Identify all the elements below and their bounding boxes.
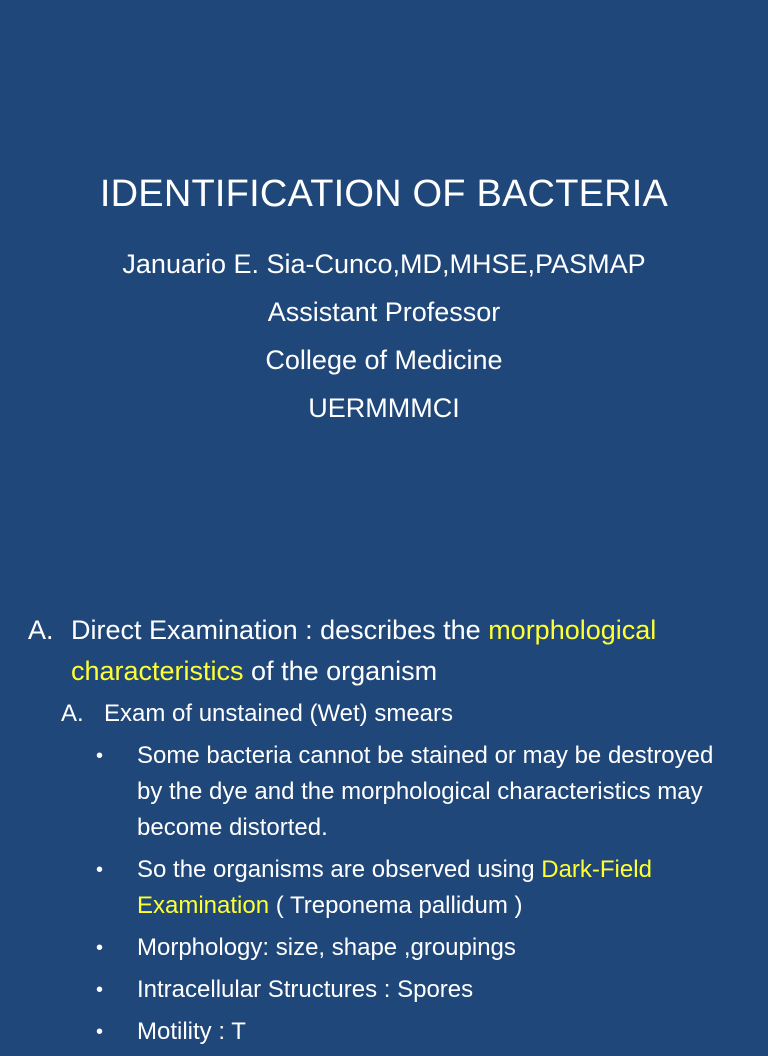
bullet-dot: • (96, 979, 104, 1001)
bullet-text: So the organisms are observed using (137, 856, 542, 883)
bullet-text: Morphology: size, shape ,groupings (137, 934, 516, 961)
section-heading-text (71, 610, 748, 692)
bullet-text: Intracellular Structures : Spores (137, 976, 474, 1003)
bullet-highlight: Dark-Field Examination (137, 856, 652, 919)
author-institution: UERMMMCI (308, 393, 460, 423)
content-slide (0, 576, 768, 1045)
bullet-list (94, 738, 734, 1056)
bullet-dot: • (96, 745, 104, 767)
section-heading-part1: Direct Examination : describes the (71, 615, 489, 645)
author-name: Januario E. Sia-Cunco,MD,MHSE,PASMAP (122, 249, 646, 279)
bullet-text: Some bacteria cannot be stained or may be destroyed by the dye and the morphological characteristics may become distorted. (137, 742, 714, 841)
section-heading-part2: of the organism (243, 656, 438, 686)
section-heading (28, 610, 748, 692)
bullet-text-post: ( Treponema pallidum ) (269, 892, 523, 919)
author-college: College of Medicine (265, 345, 503, 375)
bullet-dot: • (96, 1021, 104, 1043)
bullet-dot: • (96, 937, 104, 959)
list-item (94, 972, 734, 1008)
subsection-heading (61, 696, 741, 732)
author-position: Assistant Professor (267, 297, 501, 327)
section-marker: A. (28, 615, 54, 645)
subsection-marker: A. (61, 700, 84, 727)
list-item (94, 738, 734, 846)
author-block (0, 244, 768, 436)
list-item (94, 1014, 734, 1050)
bullet-dot: • (96, 859, 104, 881)
list-item (94, 930, 734, 966)
bullet-text: Motility : T (137, 1018, 246, 1045)
list-item (94, 852, 734, 924)
subsection-heading-text: Exam of unstained (Wet) smears (104, 700, 454, 727)
slide-title: IDENTIFICATION OF BACTERIA (99, 173, 669, 215)
section-heading-highlight: morphological characteristics (71, 615, 657, 686)
